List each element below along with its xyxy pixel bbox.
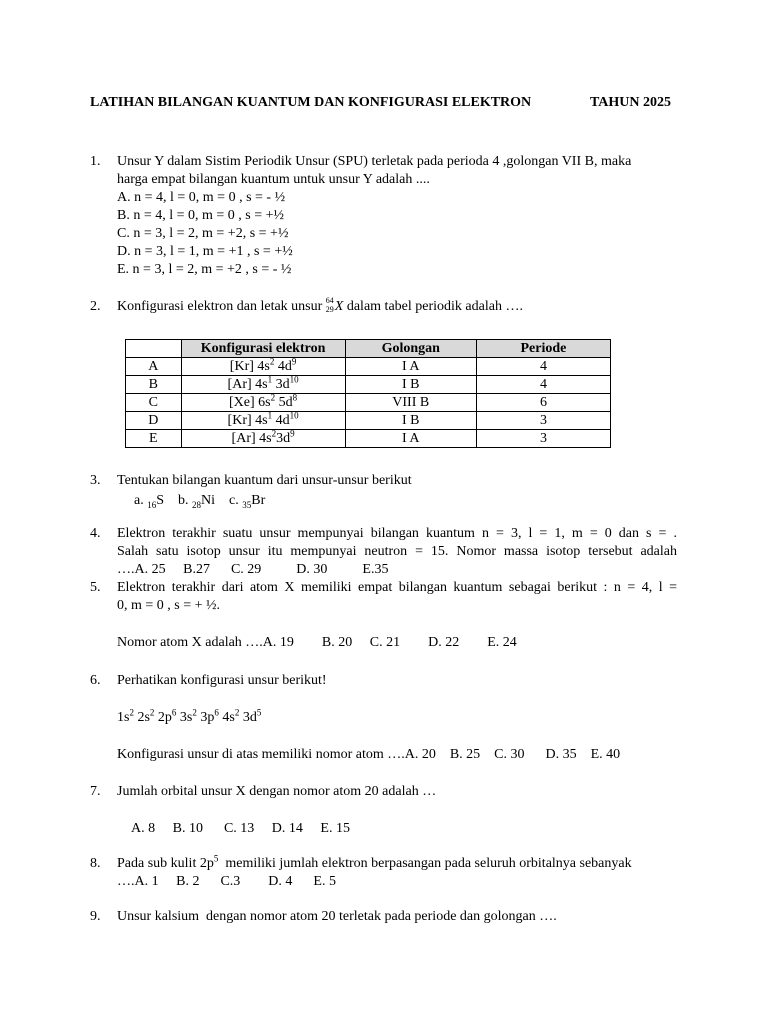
q3-item-a-symbol: S xyxy=(156,493,165,508)
table-row xyxy=(126,394,611,412)
table-cell-config: [Xe] $6s^2$ $5d^8$ xyxy=(181,394,345,412)
table-cell-option: B xyxy=(126,376,182,394)
table-cell-option: C xyxy=(126,394,182,412)
q1-option-d: D. n = 3, l = 1, m = +1 , s = +½ xyxy=(117,244,293,259)
q6-configuration: $1s^2$ $2s^2$ $2p^6$ $3s^2$ $3p^6$ $4s^2$ $3d^5$ xyxy=(117,707,262,725)
q8-number: 8. xyxy=(90,856,101,871)
q8-text-line1 xyxy=(117,855,632,873)
q1-option-a: A. n = 4, l = 0, m = 0 , s = - ½ xyxy=(117,190,286,205)
q6-options: Konfigurasi unsur di atas memiliki nomor atom ….A. 20 B. 25 C. 30 D. 35 E. 40 xyxy=(117,747,621,762)
q4-number: 4. xyxy=(90,526,101,541)
nuclide-symbol: X xyxy=(334,299,344,315)
q3-item-c-label: c. xyxy=(229,493,239,508)
answer-table xyxy=(125,339,611,448)
nuclide-notation xyxy=(326,296,334,314)
table-cell-periode: 4 xyxy=(476,376,610,394)
q1-option-b: B. n = 4, l = 0, m = 0 , s = +½ xyxy=(117,208,285,223)
table-cell-config: [Ar] $4s^23d^9$ xyxy=(181,430,345,448)
table-cell-periode: 4 xyxy=(476,358,610,376)
q5-options: Nomor atom X adalah ….A. 19 B. 20 C. 21 D. 22 E. 24 xyxy=(117,635,517,650)
table-cell-config: [Kr] $4s^1$ $4d^{10}$ xyxy=(181,412,345,430)
q4-text-line2: Salah satu isotop unsur itu mempunyai neutron = 15. Nomor massa isotop tersebut adalah xyxy=(117,544,677,559)
q3-text: Tentukan bilangan kuantum dari unsur-unsur berikut xyxy=(117,473,412,488)
q2-text-after: dalam tabel periodik adalah …. xyxy=(343,299,523,315)
q3-item-c-z: 35 xyxy=(242,499,252,510)
table-row xyxy=(126,412,611,430)
nuclide-mass-number: 64 xyxy=(325,296,334,305)
table-row xyxy=(126,430,611,448)
table-cell-golongan: I A xyxy=(345,430,476,448)
table-header-config: Konfigurasi elektron xyxy=(181,340,345,358)
table-cell-golongan: I B xyxy=(345,376,476,394)
q3-items xyxy=(134,492,265,510)
table-row xyxy=(126,358,611,376)
q1-number: 1. xyxy=(90,154,101,169)
table-header-row xyxy=(126,340,611,358)
q6-text: Perhatikan konfigurasi unsur berikut! xyxy=(117,673,327,688)
q8-text-after: memiliki jumlah elektron berpasangan pada seluruh orbitalnya sebanyak xyxy=(218,856,632,871)
q3-item-b-label: b. xyxy=(178,493,189,508)
q3-item-a-label: a. xyxy=(134,493,144,508)
table-cell-golongan: VIII B xyxy=(345,394,476,412)
q8-text-before: Pada sub kulit 2p xyxy=(117,856,214,871)
q8-superscript: 5 xyxy=(213,853,219,864)
q2-text xyxy=(117,298,523,316)
q5-number: 5. xyxy=(90,580,101,595)
page-title: LATIHAN BILANGAN KUANTUM DAN KONFIGURASI ELEKTRON xyxy=(90,95,532,110)
q5-text-line1: Elektron terakhir dari atom X memiliki empat bilangan kuantum sebagai berikut : n = 4, l = xyxy=(117,580,677,595)
q1-option-c: C. n = 3, l = 2, m = +2, s = +½ xyxy=(117,226,289,241)
nuclide-atomic-number: 29 xyxy=(325,305,334,314)
table-cell-option: D xyxy=(126,412,182,430)
q3-item-b-z: 28 xyxy=(192,499,202,510)
table-cell-config: [Ar] $4s^1$ $3d^{10}$ xyxy=(181,376,345,394)
q6-number: 6. xyxy=(90,673,101,688)
q7-options: A. 8 B. 10 C. 13 D. 14 E. 15 xyxy=(131,821,350,836)
table-row xyxy=(126,376,611,394)
table-body xyxy=(126,358,611,448)
q9-text: Unsur kalsium dengan nomor atom 20 terletak pada periode dan golongan …. xyxy=(117,909,557,924)
q4-text-line1: Elektron terakhir suatu unsur mempunyai bilangan kuantum n = 3, l = 1, m = 0 dan s = . xyxy=(117,526,677,541)
table-cell-periode: 3 xyxy=(476,412,610,430)
q1-option-e: E. n = 3, l = 2, m = +2 , s = - ½ xyxy=(117,262,292,277)
q7-text: Jumlah orbital unsur X dengan nomor atom 20 adalah … xyxy=(117,784,437,799)
q7-number: 7. xyxy=(90,784,101,799)
table-cell-config: [Kr] $4s^2$ $4d^9$ xyxy=(181,358,345,376)
table-header-blank xyxy=(126,340,182,358)
q1-text-line1: Unsur Y dalam Sistim Periodik Unsur (SPU) terletak pada perioda 4 ,golongan VII B, maka xyxy=(117,154,632,169)
table-cell-periode: 3 xyxy=(476,430,610,448)
q1-text-line2: harga empat bilangan kuantum untuk unsur Y adalah .... xyxy=(117,172,430,187)
q2-text-before: Konfigurasi elektron dan letak unsur xyxy=(117,299,326,315)
q3-number: 3. xyxy=(90,473,101,488)
q4-options: ….A. 25 B.27 C. 29 D. 30 E.35 xyxy=(117,562,389,577)
q3-item-a-z: 16 xyxy=(147,499,157,510)
table-cell-golongan: I B xyxy=(345,412,476,430)
table-cell-periode: 6 xyxy=(476,394,610,412)
q8-options: ….A. 1 B. 2 C.3 D. 4 E. 5 xyxy=(117,874,336,889)
table-header-periode: Periode xyxy=(476,340,610,358)
q9-number: 9. xyxy=(90,909,101,924)
table-cell-option: A xyxy=(126,358,182,376)
year-label: TAHUN 2025 xyxy=(590,95,672,110)
q2-number: 2. xyxy=(90,299,101,314)
table-header-golongan: Golongan xyxy=(345,340,476,358)
table-cell-golongan: I A xyxy=(345,358,476,376)
q3-item-c-symbol: Br xyxy=(251,493,266,508)
q3-item-b-symbol: Ni xyxy=(201,493,216,508)
q5-text-line2: 0, m = 0 , s = + ½. xyxy=(117,598,221,613)
table-cell-option: E xyxy=(126,430,182,448)
